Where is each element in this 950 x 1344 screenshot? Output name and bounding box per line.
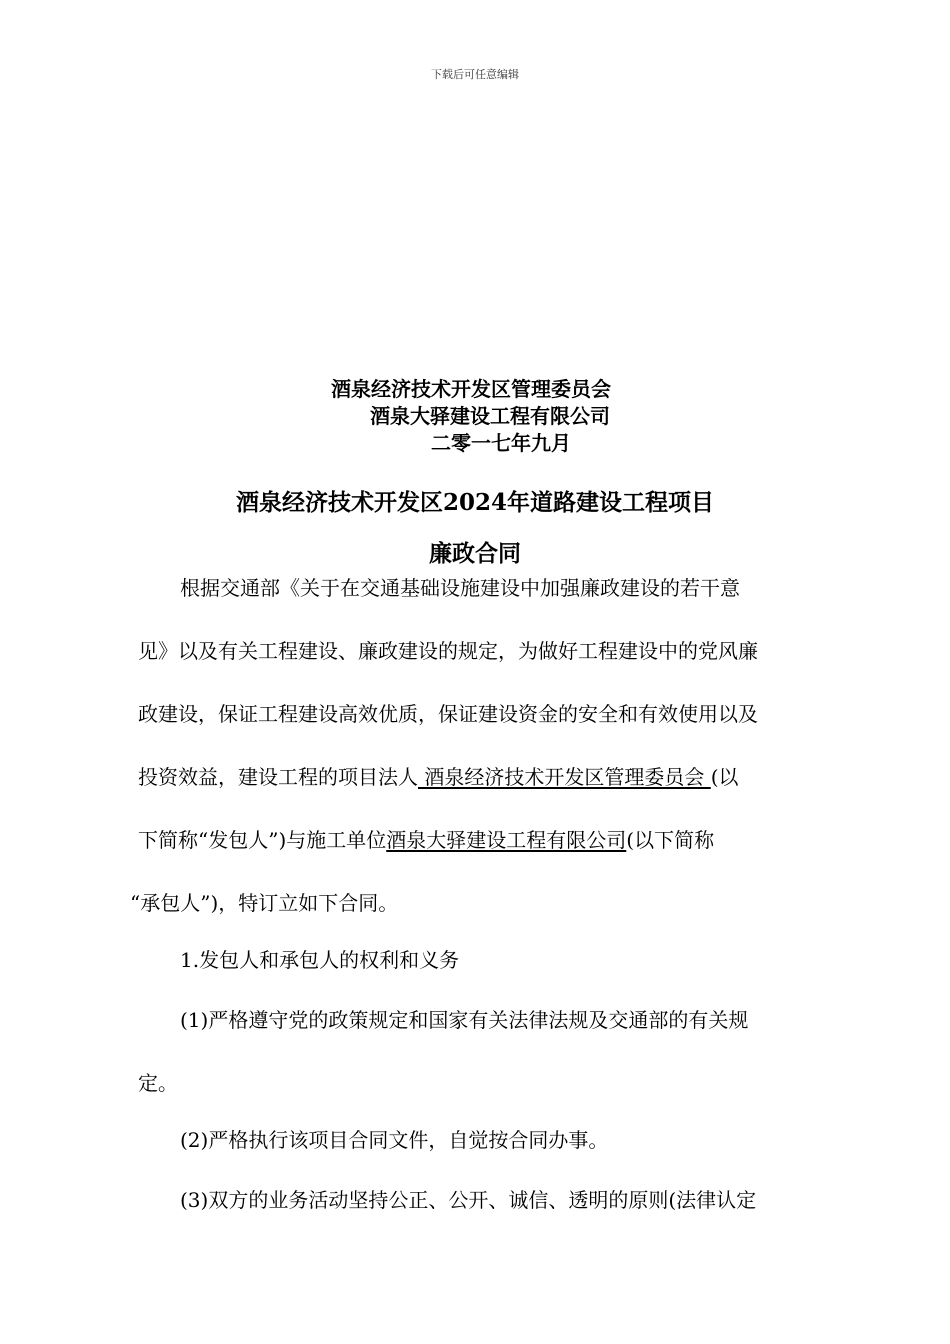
employer-name-field: 酒泉经济技术开发区管理委员会 [418, 765, 711, 789]
intro-line-1: 根据交通部《关于在交通基础设施建设中加强廉政建设的若干意 [180, 576, 740, 600]
item-1-line-1: (1)严格遵守党的政策规定和国家有关法律法规及交通部的有关规 [180, 1008, 749, 1032]
page-header-note: 下载后可任意编辑 [431, 68, 519, 81]
intro-line-5 [138, 824, 714, 853]
intro-line-5-suffix: (以下简称 [626, 828, 715, 852]
item-1-line-2: 定。 [138, 1071, 178, 1095]
intro-line-6: “承包人”)，特订立如下合同。 [130, 891, 399, 915]
document-subtitle: 廉政合同 [429, 540, 521, 567]
item-2: (2)严格执行该项目合同文件，自觉按合同办事。 [180, 1128, 609, 1152]
signature-party-b: 酒泉大驿建设工程有限公司 [370, 404, 610, 428]
intro-line-4 [138, 761, 739, 790]
signature-date: 二零一七年九月 [431, 431, 571, 455]
item-3-line-1: (3)双方的业务活动坚持公正、公开、诚信、透明的原则(法律认定 [180, 1188, 757, 1212]
intro-line-4-suffix: (以 [710, 765, 739, 789]
intro-line-3: 政建设，保证工程建设高效优质，保证建设资金的安全和有效使用以及 [138, 702, 758, 726]
intro-line-2: 见》以及有关工程建设、廉政建设的规定，为做好工程建设中的党风廉 [138, 639, 758, 663]
intro-line-4-prefix: 投资效益，建设工程的项目法人 [138, 765, 418, 789]
document-title: 酒泉经济技术开发区2024年道路建设工程项目 [235, 489, 714, 516]
contractor-name-field: 酒泉大驿建设工程有限公司 [386, 828, 627, 852]
section-1-heading: 1.发包人和承包人的权利和义务 [180, 948, 460, 972]
intro-line-5-prefix: 下简称“发包人”)与施工单位 [138, 828, 387, 852]
signature-party-a: 酒泉经济技术开发区管理委员会 [331, 377, 611, 401]
